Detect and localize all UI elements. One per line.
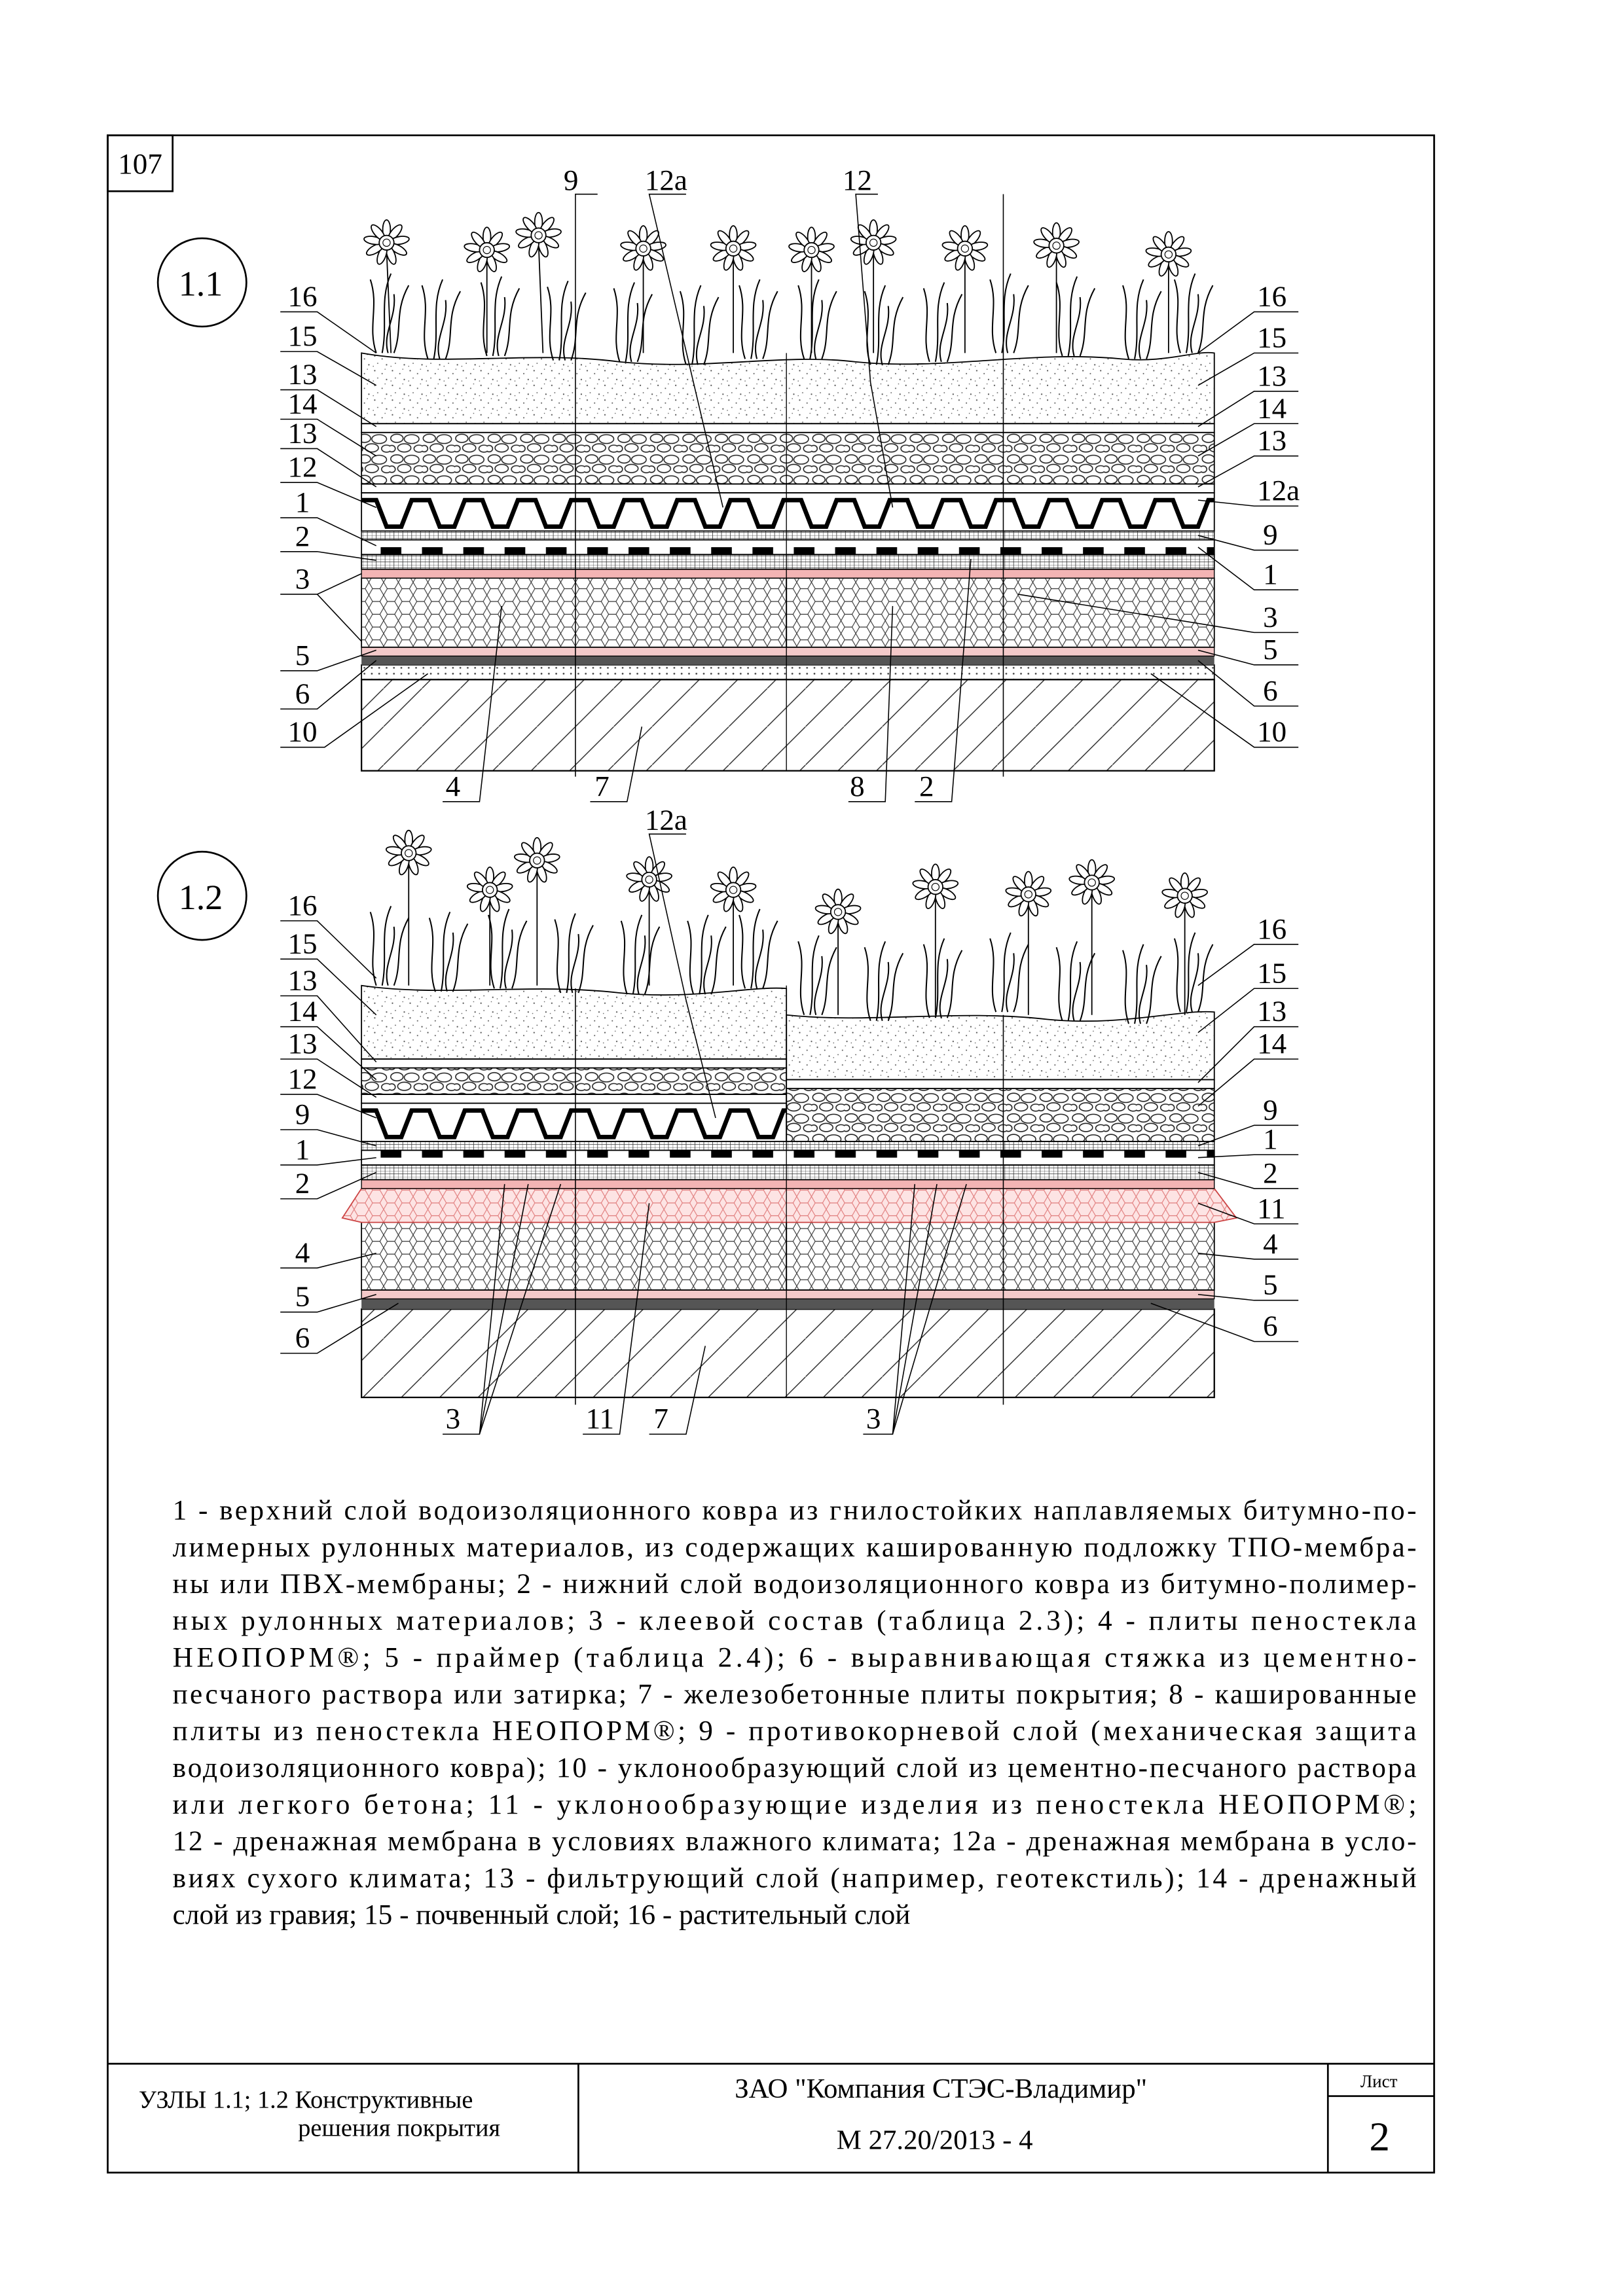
label2-right-11: 11 xyxy=(1257,1191,1286,1225)
diagram-1-1-right-labels xyxy=(1257,280,1300,748)
page-number: 107 xyxy=(118,147,162,181)
diagram-1-1-left-labels xyxy=(287,280,317,748)
diagram-1-2 xyxy=(158,804,1298,1435)
label2-left-1: 1 xyxy=(295,1133,310,1166)
layer-filter-2-left-upper xyxy=(361,1059,786,1067)
label-right-12a: 12a xyxy=(1257,474,1300,507)
diagram-1-2-bottom-labels xyxy=(446,1402,881,1435)
label2-left-2: 2 xyxy=(295,1166,310,1200)
layer-primer xyxy=(361,647,1214,656)
label2-left-9: 9 xyxy=(295,1098,310,1131)
legend-line: виях сухого климата; 13 - фильтрующий слой (например, геотекстиль); 14 - дренажный xyxy=(172,1862,1417,1894)
label2-bottom-3b: 3 xyxy=(866,1402,881,1435)
diagram-1-1-vegetation xyxy=(363,213,1213,365)
label-right-5: 5 xyxy=(1263,632,1278,666)
layer-gravel-2-left xyxy=(361,1068,786,1094)
label2-right-16: 16 xyxy=(1257,912,1287,945)
label2-left-13b: 13 xyxy=(287,1027,318,1060)
label2-left-14: 14 xyxy=(287,994,318,1028)
label2-top-12a: 12a xyxy=(644,803,687,836)
legend-line: песчаного раствора или затирка; 7 - железобетонные плиты покрытия; 8 - кашированные xyxy=(172,1678,1417,1710)
layer-filter-2-left-lower xyxy=(361,1094,786,1103)
layer-foamglass-2-left xyxy=(361,1223,786,1290)
layer-foamglass-2-right xyxy=(786,1223,1214,1290)
layer-primer-2 xyxy=(361,1290,1214,1299)
layer-waterproof-lower xyxy=(361,554,1214,569)
label2-left-6: 6 xyxy=(295,1321,310,1354)
node-title-line1: УЗЛЫ 1.1; 1.2 Конструктивные xyxy=(138,2086,473,2114)
layer-slope-screed xyxy=(361,665,1214,679)
layer-slope-foamglass xyxy=(342,1189,1237,1223)
legend xyxy=(173,1495,1417,1931)
label-top-12: 12 xyxy=(842,163,872,196)
legend-line: водоизоляционного ковра); 10 - уклонообразующий слой из цементно-песчаного раствора xyxy=(172,1751,1417,1784)
label2-right-5: 5 xyxy=(1263,1268,1278,1301)
layer-concrete-slab xyxy=(361,679,1214,770)
layer-gravel-2-right xyxy=(786,1088,1214,1141)
label-right-9: 9 xyxy=(1263,518,1278,551)
diagram-1-2-top-labels xyxy=(645,804,687,836)
legend-line: ны или ПВХ-мембраны; 2 - нижний слой водоизоляционного ковра из битумно-полимер- xyxy=(172,1568,1417,1600)
label2-right-14: 14 xyxy=(1257,1027,1287,1060)
layer-leveling-screed-2 xyxy=(361,1299,1214,1309)
label2-left-4: 4 xyxy=(295,1236,310,1269)
label2-left-5: 5 xyxy=(295,1280,310,1313)
title-block xyxy=(108,2064,1434,2172)
diagram-1-2-right-labels xyxy=(1257,912,1286,1342)
label-top-12a: 12a xyxy=(644,163,687,196)
label2-left-16: 16 xyxy=(287,888,318,922)
label-right-15: 15 xyxy=(1257,321,1287,354)
legend-line: 1 - верхний слой водоизоляционного ковра из гнилостойких наплавляемых битумно-по- xyxy=(172,1494,1417,1526)
layer-root-barrier xyxy=(361,531,1214,539)
layer-filter-2-right xyxy=(786,1080,1214,1088)
label2-right-9: 9 xyxy=(1263,1093,1278,1126)
label-bottom-7: 7 xyxy=(594,769,610,802)
label-bottom-4: 4 xyxy=(445,769,461,802)
label-bottom-8: 8 xyxy=(850,769,865,802)
diagram-1-2-title: 1.2 xyxy=(178,877,223,917)
legend-line: 12 - дренажная мембрана в условиях влажного климата; 12а - дренажная мембрана в усло- xyxy=(172,1825,1417,1857)
label2-right-1: 1 xyxy=(1263,1122,1278,1156)
node-title-line2: решения покрытия xyxy=(298,2114,501,2142)
label2-left-15: 15 xyxy=(287,927,318,960)
label-right-13a: 13 xyxy=(1257,359,1287,392)
label-left-6: 6 xyxy=(295,677,310,710)
layer-soil-2-right xyxy=(786,1012,1214,1080)
label-left-5: 5 xyxy=(295,638,310,672)
label-left-2: 2 xyxy=(295,519,310,552)
layer-adhesive-2 xyxy=(361,1179,1214,1188)
layer-filter-upper xyxy=(361,423,1214,432)
layer-foamglass-right xyxy=(786,578,1214,647)
label-left-15: 15 xyxy=(287,319,318,353)
legend-line: лимерных рулонных материалов, из содержащих кашированную подложку ТПО-мембра- xyxy=(172,1531,1417,1563)
label-left-10: 10 xyxy=(287,715,318,748)
label2-bottom-11: 11 xyxy=(585,1402,615,1435)
layer-waterproof-lower-2 xyxy=(361,1165,1214,1179)
label2-bottom-7: 7 xyxy=(653,1402,668,1435)
diagram-1-1-top-labels xyxy=(564,164,872,196)
label-left-3: 3 xyxy=(295,562,310,595)
label-right-14: 14 xyxy=(1257,391,1287,425)
document-code: М 27.20/2013 - 4 xyxy=(836,2125,1033,2156)
label2-left-12: 12 xyxy=(287,1062,318,1096)
legend-line: НЕОПОРМ®; 5 - праймер (таблица 2.4); 6 - выравнивающая стяжка из цементно- xyxy=(172,1641,1417,1674)
legend-line: или легкого бетона; 11 - уклонообразующие изделия из пеностекла НЕОПОРМ®; xyxy=(172,1789,1417,1821)
sheet-label: Лист xyxy=(1360,2072,1398,2092)
label-left-14: 14 xyxy=(287,387,318,420)
diagram-1-2-left-labels xyxy=(287,889,317,1354)
label2-right-4: 4 xyxy=(1263,1227,1278,1260)
layer-soil xyxy=(361,353,1214,424)
label-bottom-2: 2 xyxy=(919,769,934,802)
label-right-3: 3 xyxy=(1263,600,1278,634)
layer-waterproof-upper-2 xyxy=(361,1150,1214,1164)
label-left-1: 1 xyxy=(295,486,310,519)
layer-waterproof-upper xyxy=(361,540,1214,554)
label2-right-6: 6 xyxy=(1263,1309,1278,1342)
label-right-13b: 13 xyxy=(1257,423,1287,457)
label2-right-2: 2 xyxy=(1263,1156,1278,1189)
diagram-1-1 xyxy=(158,164,1300,802)
legend-line: плиты из пеностекла НЕОПОРМ®; 9 - противокорневой слой (механическая защита xyxy=(172,1715,1417,1747)
label-top-9: 9 xyxy=(563,163,579,196)
layer-foamglass-left xyxy=(361,578,786,647)
label-left-12: 12 xyxy=(287,450,318,484)
label-right-10: 10 xyxy=(1257,715,1287,748)
diagram-1-1-title: 1.1 xyxy=(178,264,223,304)
layer-leveling-screed xyxy=(361,656,1214,664)
label-left-16: 16 xyxy=(287,279,318,313)
label2-right-13: 13 xyxy=(1257,994,1287,1028)
layer-gravel xyxy=(361,433,1214,484)
layer-root-barrier-2 xyxy=(361,1141,1214,1150)
label-left-13b: 13 xyxy=(287,416,318,450)
layer-filter-lower xyxy=(361,484,1214,492)
legend-line: ных рулонных материалов; 3 - клеевой состав (таблица 2.3); 4 - плиты пеностекла xyxy=(172,1605,1417,1637)
label-right-1: 1 xyxy=(1263,558,1278,591)
layer-soil-2-left xyxy=(361,986,786,1059)
layer-adhesive xyxy=(361,569,1214,578)
label2-right-15: 15 xyxy=(1257,956,1287,990)
label2-left-13a: 13 xyxy=(287,963,318,997)
company-name: ЗАО "Компания СТЭС-Владимир" xyxy=(735,2073,1148,2104)
label-right-6: 6 xyxy=(1263,673,1278,707)
legend-line: слой из гравия; 15 - почвенный слой; 16 - растительный слой xyxy=(172,1899,911,1931)
diagram-1-1-bottom-labels xyxy=(446,770,934,802)
label2-bottom-3a: 3 xyxy=(445,1402,461,1435)
label-left-13a: 13 xyxy=(287,357,318,391)
sheet-number: 2 xyxy=(1369,2113,1390,2160)
label-right-16: 16 xyxy=(1257,279,1287,313)
